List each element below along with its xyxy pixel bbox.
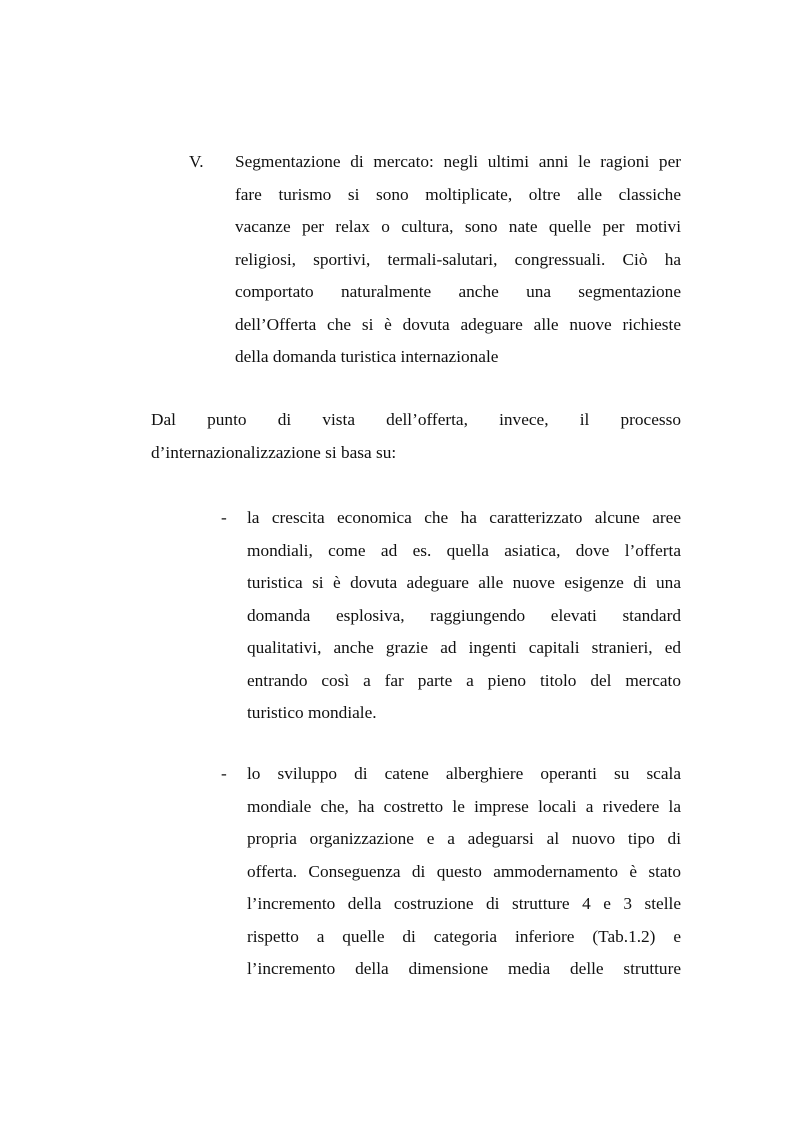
section-line: fare turismo si sono moltiplicate, oltre alle classiche: [235, 184, 681, 204]
bullet-line: rispetto a quelle di categoria inferiore (Tab.1.2) e: [247, 926, 681, 946]
bullet-line: turistica si è dovuta adeguare alle nuove esigenze di una: [247, 573, 681, 592]
bullet-line: lo sviluppo di catene alberghiere operanti su scala: [247, 764, 681, 783]
section-line: dell’Offerta che si è dovuta adeguare alle nuove richieste: [235, 314, 681, 334]
section-line: vacanze per relax o cultura, sono nate quelle per motivi: [235, 217, 681, 236]
bullet-line: qualitativi, anche grazie ad ingenti capitali stranieri, ed: [247, 638, 681, 657]
section-line: Segmentazione di mercato: negli ultimi anni le ragioni per: [235, 152, 681, 171]
bullet-text: [247, 758, 681, 986]
bullet-text: [247, 502, 681, 730]
bullet-line: offerta. Conseguenza di questo ammodernamento è stato: [247, 861, 681, 881]
section-line: religiosi, sportivi, termali-salutari, congressuali. Ciò ha: [235, 249, 681, 269]
bullet-line: entrando così a far parte a pieno titolo del mercato: [247, 670, 681, 690]
bullet-dash: -: [221, 508, 227, 527]
bullet-line: la crescita economica che ha caratterizzato alcune aree: [247, 508, 681, 527]
bullet-line: l’incremento della dimensione media delle strutture: [247, 959, 681, 978]
bullet-line: domanda esplosiva, raggiungendo elevati standard: [247, 605, 681, 625]
bullet-line: mondiale che, ha costretto le imprese locali a rivedere la: [247, 796, 681, 816]
bullet-line: l’incremento della costruzione di strutture 4 e 3 stelle: [247, 894, 681, 913]
paragraph-line: d’internazionalizzazione si basa su:: [151, 442, 397, 462]
paragraph-line: Dal punto di vista dell’offerta, invece, il processo: [151, 410, 681, 429]
section-line: comportato naturalmente anche una segmentazione: [235, 282, 681, 301]
bullet-dash: -: [221, 764, 227, 783]
section-text: [235, 146, 681, 374]
section-line: della domanda turistica internazionale: [235, 347, 499, 366]
bullet-line: mondiali, come ad es. quella asiatica, dove l’offerta: [247, 540, 681, 560]
bullet-line: turistico mondiale.: [247, 703, 377, 722]
section-marker: V.: [189, 152, 204, 171]
bullet-line: propria organizzazione e a adeguarsi al nuovo tipo di: [247, 829, 681, 848]
body-paragraph: [151, 404, 681, 469]
